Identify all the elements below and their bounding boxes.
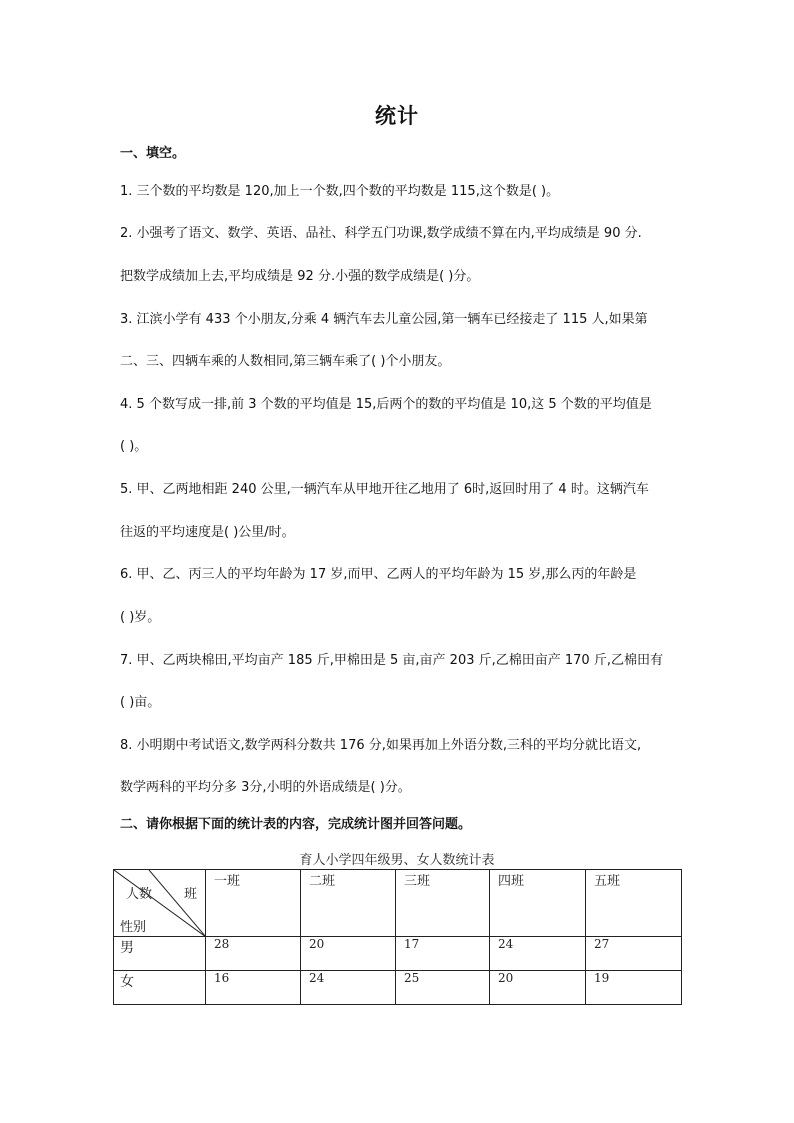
question-2-line-1: 2. 小强考了语文、数学、英语、品社、科学五门功课,数学成绩不算在内,平均成绩是 90 分. bbox=[120, 226, 642, 241]
column-header-class-3: 三班 bbox=[396, 870, 490, 937]
section-1-heading: 一、填空。 bbox=[120, 146, 186, 161]
question-4-line-1: 4. 5 个数写成一排,前 3 个数的平均值是 15,后两个的数的平均值是 10,这 5 个数的平均值是 bbox=[120, 397, 652, 412]
table-header-row bbox=[114, 870, 682, 937]
table-cell: 27 bbox=[586, 937, 682, 971]
table-row-boys bbox=[114, 937, 682, 971]
question-3-line-2: 二、三、四辆车乘的人数相同,第三辆车乘了( )个小朋友。 bbox=[120, 354, 451, 369]
question-7-line-2: ( )亩。 bbox=[120, 695, 161, 710]
question-6-line-1: 6. 甲、乙、丙三人的平均年龄为 17 岁,而甲、乙两人的平均年龄为 15 岁,那么丙的年龄是 bbox=[120, 567, 637, 582]
table-caption: 育人小学四年级男、女人数统计表 bbox=[299, 853, 495, 868]
question-5-line-1: 5. 甲、乙两地相距 240 公里,一辆汽车从甲地开往乙地用了 6时,返回时用了 4 时。这辆汽车 bbox=[120, 482, 649, 497]
section-2-heading: 二、请你根据下面的统计表的内容，完成统计图并回答问题。 bbox=[120, 817, 472, 832]
question-4-line-2: ( )。 bbox=[120, 439, 148, 454]
corner-label-gender: 性别 bbox=[120, 920, 147, 935]
question-6-line-2: ( )岁。 bbox=[120, 610, 161, 625]
corner-label-class: 班 bbox=[184, 887, 198, 902]
question-1-line: 1. 三个数的平均数是 120,加上一个数,四个数的平均数是 115,这个数是( )。 bbox=[120, 184, 560, 199]
table-cell: 24 bbox=[490, 937, 586, 971]
row-label-boys: 男 bbox=[114, 937, 206, 971]
question-8-line-2: 数学两科的平均分多 3分,小明的外语成绩是( )分。 bbox=[120, 780, 411, 795]
question-3-line-1: 3. 江滨小学有 433 个小朋友,分乘 4 辆汽车去儿童公园,第一辆车已经接走了 115 人,如果第 bbox=[120, 312, 648, 327]
table-cell: 20 bbox=[301, 937, 396, 971]
page-title: 统计 bbox=[375, 104, 419, 128]
table-cell: 28 bbox=[206, 937, 301, 971]
question-2-line-2: 把数学成绩加上去,平均成绩是 92 分.小强的数学成绩是( )分。 bbox=[120, 269, 480, 284]
table-cell: 24 bbox=[301, 971, 396, 1005]
question-7-line-1: 7. 甲、乙两块棉田,平均亩产 185 斤,甲棉田是 5 亩,亩产 203 斤,乙棉田亩产 170 斤,乙棉田有 bbox=[120, 653, 663, 668]
table-cell: 20 bbox=[490, 971, 586, 1005]
table-cell: 17 bbox=[396, 937, 490, 971]
question-8-line-1: 8. 小明期中考试语文,数学两科分数共 176 分,如果再加上外语分数,三科的平均分就比语文, bbox=[120, 738, 642, 753]
corner-label-count: 人数 bbox=[126, 887, 153, 902]
table-cell: 19 bbox=[586, 971, 682, 1005]
row-label-girls: 女 bbox=[114, 971, 206, 1005]
table-cell: 25 bbox=[396, 971, 490, 1005]
table-cell: 16 bbox=[206, 971, 301, 1005]
column-header-class-4: 四班 bbox=[490, 870, 586, 937]
question-5-line-2: 往返的平均速度是( )公里/时。 bbox=[120, 525, 295, 540]
table-row-girls bbox=[114, 971, 682, 1005]
table-corner-cell bbox=[114, 870, 206, 937]
column-header-class-2: 二班 bbox=[301, 870, 396, 937]
column-header-class-1: 一班 bbox=[206, 870, 301, 937]
column-header-class-5: 五班 bbox=[586, 870, 682, 937]
stats-table bbox=[113, 869, 682, 1005]
